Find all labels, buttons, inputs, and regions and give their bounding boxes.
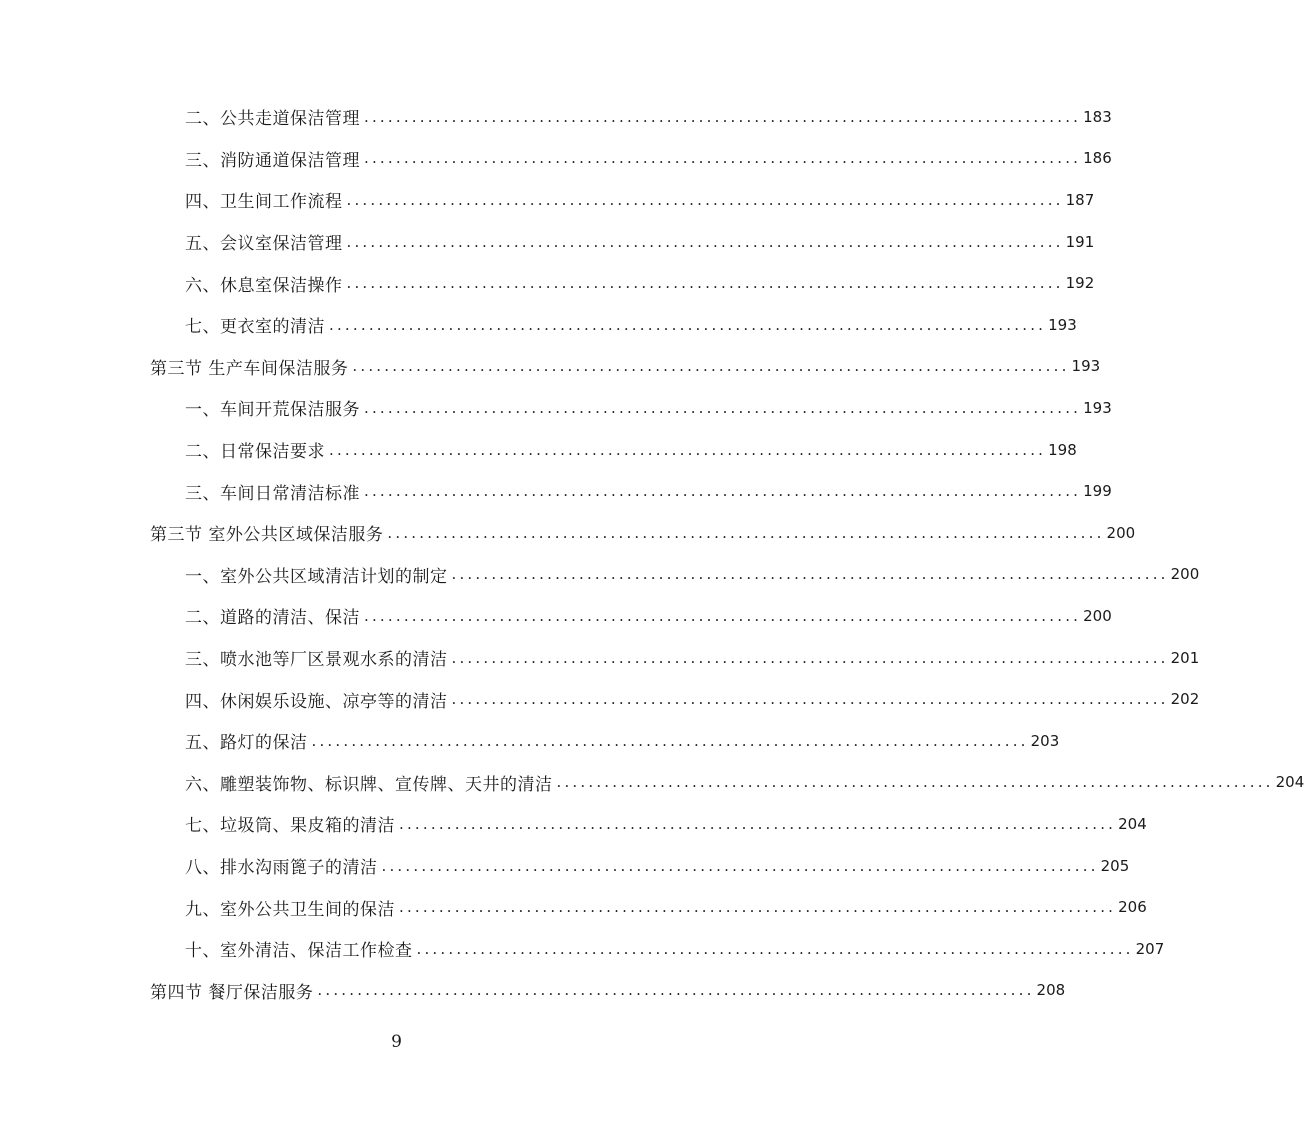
toc-entry-label: 第三节 室外公共区域保洁服务 [150,525,384,546]
toc-entry-page: 193 [1083,398,1112,417]
toc-entry-page: 199 [1083,482,1112,501]
toc-subsection-entry[interactable] [185,179,1095,221]
toc-entry-label: 四、休闲娱乐设施、凉亭等的清洁 [185,691,448,712]
toc-subsection-entry[interactable] [185,138,1112,180]
toc-dot-leader: .......................................................................................... [556,773,1274,792]
toc-entry-page: 203 [1030,731,1060,750]
toc-entry-page: 200 [1083,606,1112,625]
toc-dot-leader: .......................................................................................... [346,190,1064,209]
toc-entry-page: 200 [1106,523,1136,542]
toc-dot-leader: .......................................................................................... [451,648,1169,667]
toc-entry-label: 八、排水沟雨篦子的清洁 [185,858,378,879]
toc-entry-page: 186 [1083,149,1112,168]
toc-dot-leader: .......................................................................................... [364,107,1082,126]
toc-dot-leader: .......................................................................................... [317,981,1035,1000]
toc-subsection-entry[interactable] [185,845,1130,887]
toc-section-entry[interactable] [150,346,1101,388]
toc-subsection-entry[interactable] [185,595,1112,637]
toc-entry-page: 192 [1065,274,1095,293]
toc-entry-page: 208 [1036,981,1066,1000]
toc-entry-label: 七、垃圾筒、果皮箱的清洁 [185,816,395,837]
toc-dot-leader: .......................................................................................... [451,690,1169,709]
toc-subsection-entry[interactable] [185,886,1147,928]
toc-section-entry[interactable] [150,970,1066,1012]
toc-dot-leader: .......................................................................................... [346,232,1064,251]
toc-entry-label: 五、会议室保洁管理 [185,234,343,255]
toc-subsection-entry[interactable] [185,928,1165,970]
toc-subsection-entry[interactable] [185,720,1060,762]
toc-subsection-entry[interactable] [185,762,1304,804]
toc-subsection-entry[interactable] [185,96,1112,138]
toc-subsection-entry[interactable] [185,678,1200,720]
toc-dot-leader: .......................................................................................... [416,939,1134,958]
toc-entry-page: 200 [1170,565,1200,584]
toc-entry-page: 205 [1100,856,1130,875]
toc-dot-leader: .......................................................................................... [346,274,1064,293]
toc-entry-label: 三、车间日常清洁标准 [185,483,360,504]
toc-dot-leader: .......................................................................................... [387,523,1105,542]
toc-entry-page: 207 [1135,939,1165,958]
toc-dot-leader: .......................................................................................... [311,731,1029,750]
toc-dot-leader: .......................................................................................... [364,606,1082,625]
toc-entry-page: 204 [1275,773,1304,792]
toc-entry-label: 七、更衣室的清洁 [185,317,325,338]
toc-entry-label: 二、道路的清洁、保洁 [185,608,360,629]
toc-entry-label: 二、日常保洁要求 [185,442,325,463]
toc-entry-label: 三、喷水池等厂区景观水系的清洁 [185,650,448,671]
toc-subsection-entry[interactable] [185,637,1200,679]
toc-entry-label: 一、室外公共区域清洁计划的制定 [185,566,448,587]
toc-dot-leader: .......................................................................................... [364,482,1082,501]
toc-subsection-entry[interactable] [185,221,1095,263]
toc-entry-page: 183 [1083,107,1112,126]
toc-entry-label: 三、消防通道保洁管理 [185,150,360,171]
toc-subsection-entry[interactable] [185,262,1095,304]
toc-entry-page: 202 [1170,690,1200,709]
page-number: 9 [391,1032,402,1052]
toc-subsection-entry[interactable] [185,429,1077,471]
toc-entry-label: 十、室外清洁、保洁工作检查 [185,941,413,962]
toc-entry-label: 一、车间开荒保洁服务 [185,400,360,421]
toc-entry-page: 187 [1065,190,1095,209]
toc-dot-leader: .......................................................................................... [399,898,1117,917]
toc-entry-page: 198 [1048,440,1077,459]
toc-dot-leader: .......................................................................................... [329,315,1047,334]
toc-entry-label: 第四节 餐厅保洁服务 [150,982,314,1003]
toc-section-entry[interactable] [150,512,1136,554]
toc-subsection-entry[interactable] [185,387,1112,429]
toc-entry-label: 九、室外公共卫生间的保洁 [185,899,395,920]
toc-subsection-entry[interactable] [185,803,1147,845]
toc-entry-label: 第三节 生产车间保洁服务 [150,358,349,379]
toc-subsection-entry[interactable] [185,470,1112,512]
toc-entry-page: 201 [1170,648,1200,667]
toc-entry-label: 二、公共走道保洁管理 [185,109,360,130]
toc-subsection-entry[interactable] [185,554,1200,596]
toc-entry-page: 204 [1118,814,1147,833]
toc-dot-leader: .......................................................................................... [352,357,1070,376]
toc-entry-label: 六、雕塑装饰物、标识牌、宣传牌、天井的清洁 [185,774,553,795]
toc-entry-label: 六、休息室保洁操作 [185,275,343,296]
toc-entry-page: 206 [1118,898,1147,917]
toc-dot-leader: .......................................................................................... [364,149,1082,168]
toc-entry-page: 193 [1048,315,1077,334]
toc-dot-leader: .......................................................................................... [364,398,1082,417]
toc-dot-leader: .......................................................................................... [451,565,1169,584]
toc-entry-page: 193 [1071,357,1101,376]
toc-entry-page: 191 [1065,232,1095,251]
toc-entry-label: 四、卫生间工作流程 [185,192,343,213]
toc-dot-leader: .......................................................................................... [381,856,1099,875]
toc-subsection-entry[interactable] [185,304,1077,346]
toc-dot-leader: .......................................................................................... [399,814,1117,833]
toc-dot-leader: .......................................................................................... [329,440,1047,459]
toc-entry-label: 五、路灯的保洁 [185,733,308,754]
